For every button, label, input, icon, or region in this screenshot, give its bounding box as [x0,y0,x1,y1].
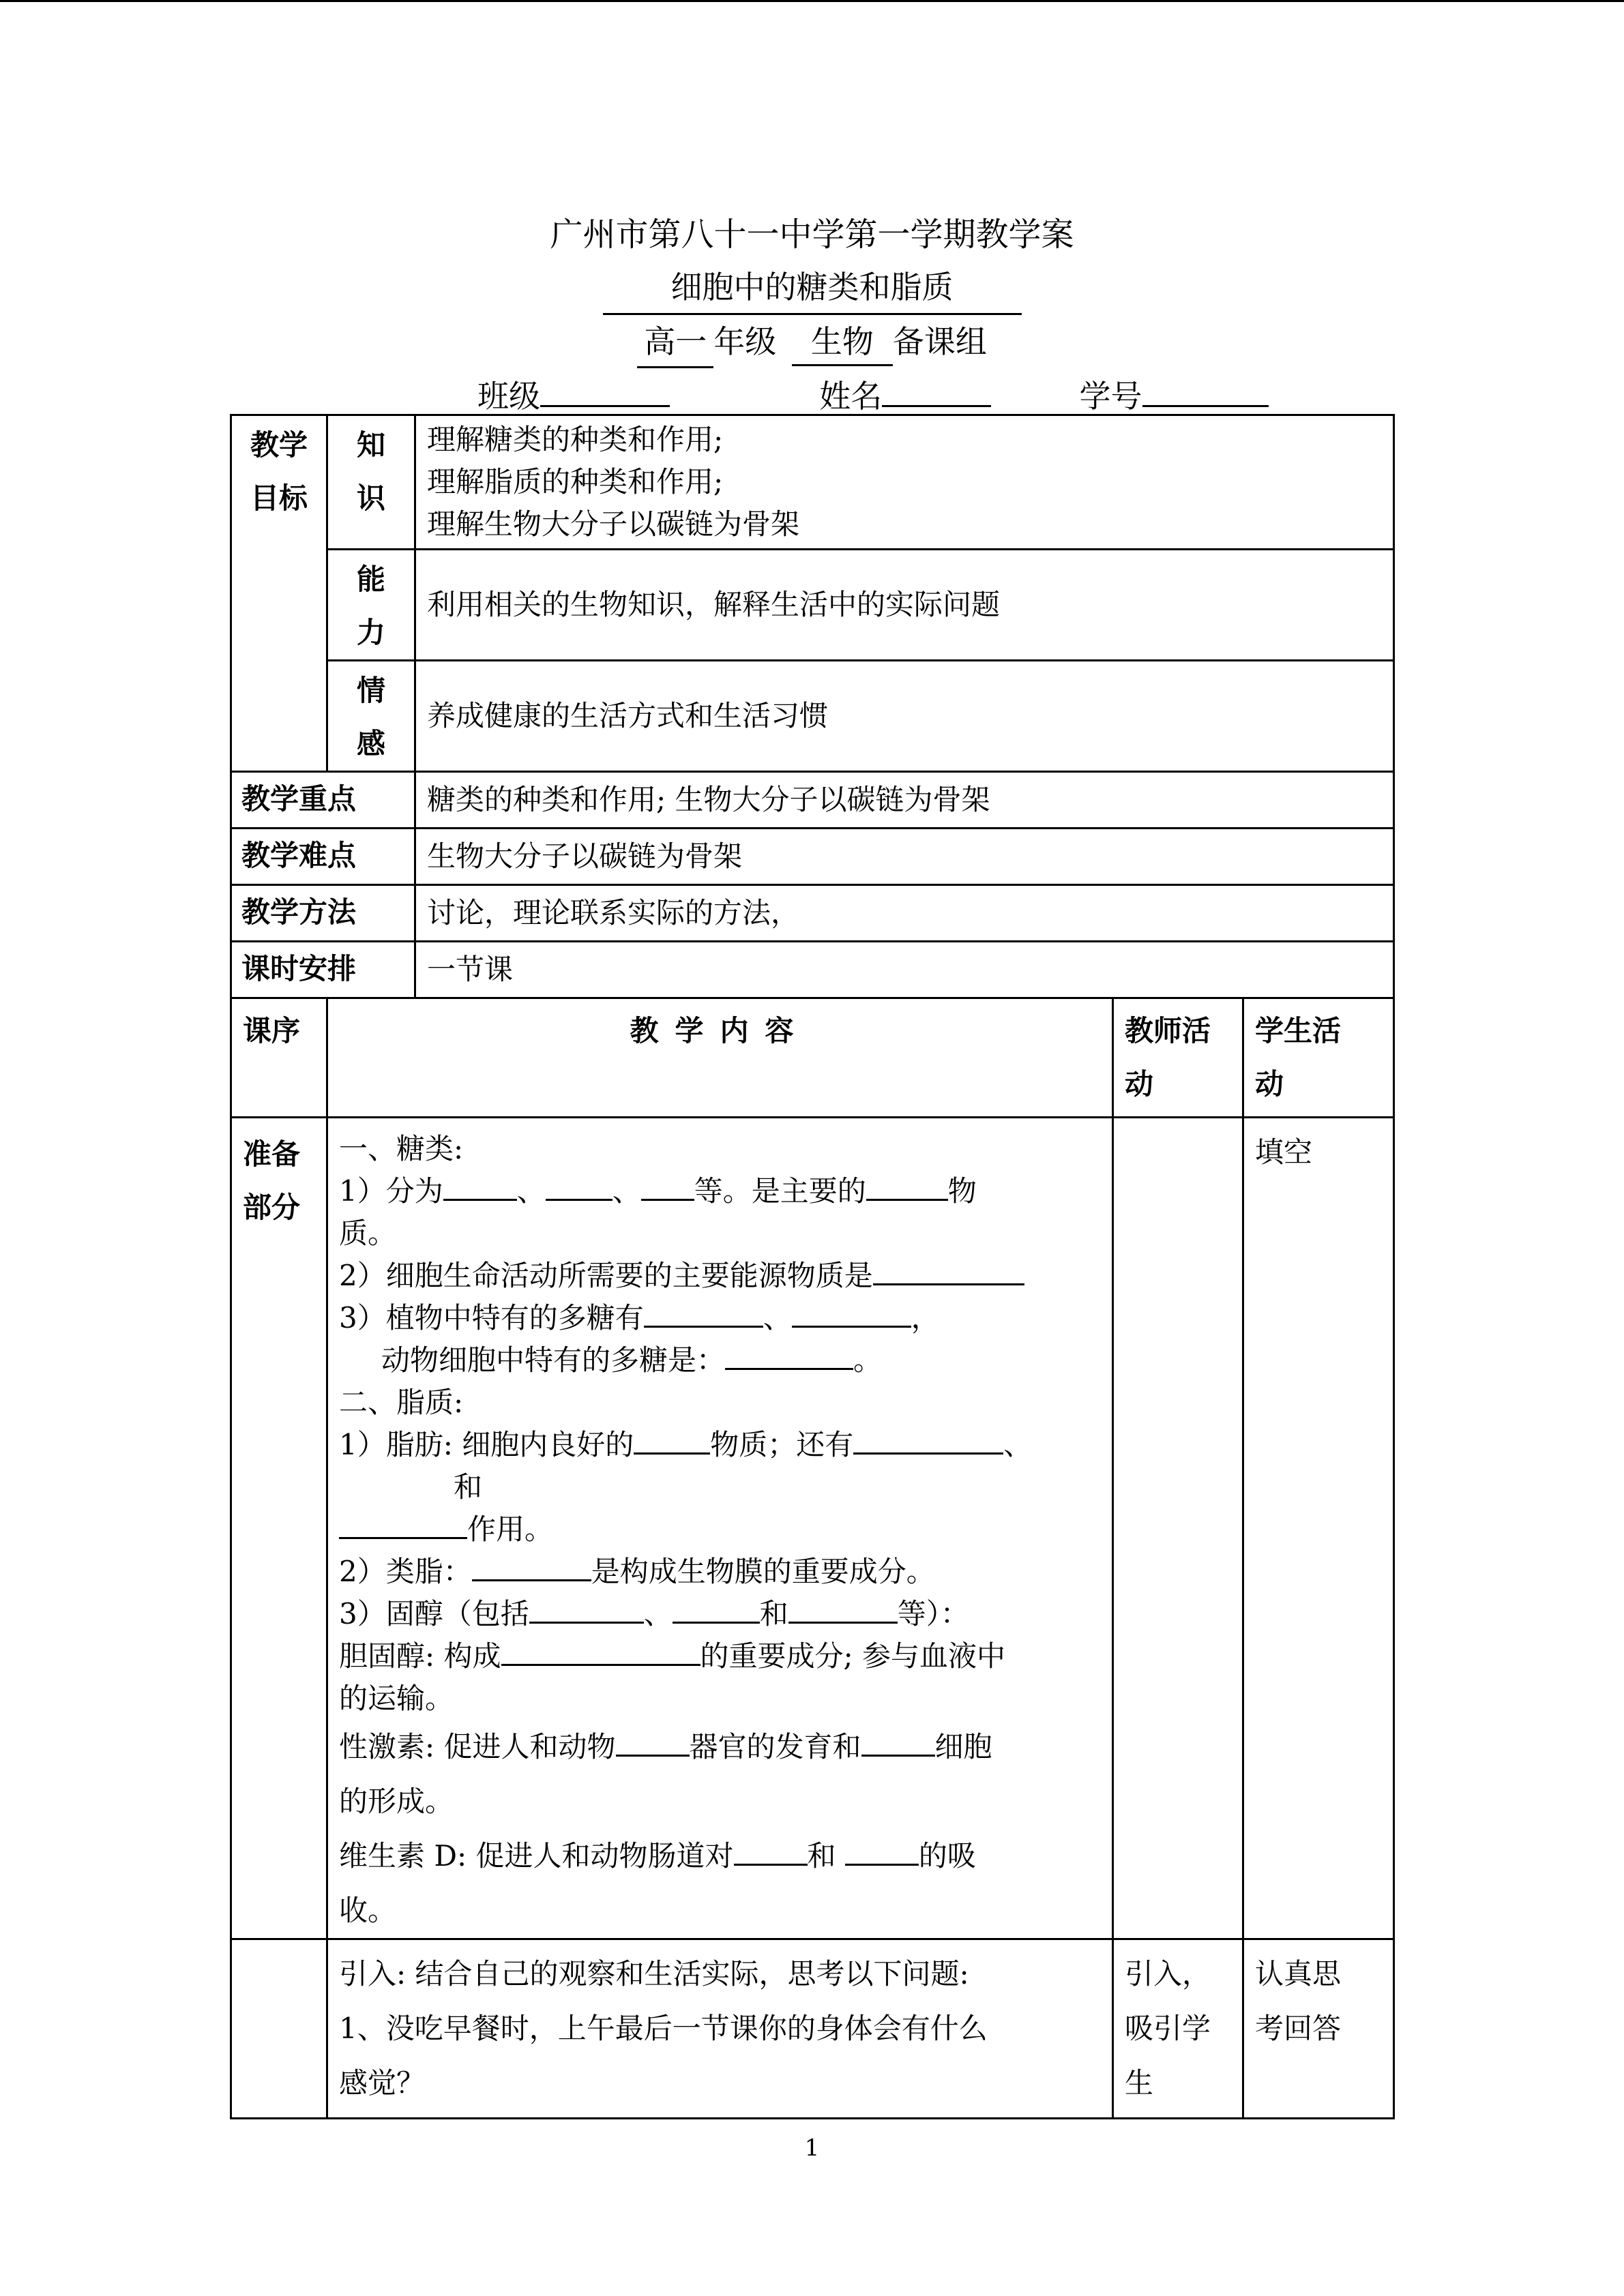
fill-blank[interactable] [546,1174,612,1201]
fill-blank[interactable] [861,1730,935,1757]
sugar-item-3: 3）植物中特有的多糖有 、 ， [339,1301,940,1335]
intro-row [231,1939,1394,2119]
prep-label: 准备 部分 [231,1118,327,1939]
emotion-label: 情 感 [327,661,415,772]
method-row [231,885,1394,942]
difficulty-label: 教学难点 [231,829,415,885]
fill-blank[interactable] [644,1301,763,1328]
student-info-line [477,372,1269,417]
lipid-heading: 二、脂质: [339,1386,464,1419]
fill-blank[interactable] [501,1639,700,1666]
vitamin-d-line: 维生素 D: 促进人和动物肠道对 和 的吸 [339,1839,976,1873]
group-suffix: 备课组 [892,323,987,360]
schedule-label: 课时安排 [231,942,415,998]
class-label: 班级 [477,378,540,415]
col-content-header: 教学内容 [327,998,1113,1118]
fill-blank[interactable] [634,1428,710,1455]
knowledge-label: 知 识 [327,415,415,550]
sugar-item-3b: 动物细胞中特有的多糖是： 。 [381,1343,883,1377]
emotion-content: 养成健康的生活方式和生活习惯 [415,661,1394,772]
grade-suffix: 年级 [713,323,777,360]
lipid-item-1: 1）脂肪: 细胞内良好的 物质；还有 、 [339,1428,1033,1461]
focus-content: 糖类的种类和作用; 生物大分子以碳链为骨架 [415,772,1394,829]
intro-student-activity: 认真思 考回答 [1243,1939,1394,2119]
fill-blank[interactable] [873,1259,1024,1285]
sugar-item-2: 2）细胞生命活动所需要的主要能源物质是 [339,1255,1101,1297]
difficulty-content: 生物大分子以碳链为骨架 [415,829,1394,885]
difficulty-row [231,829,1394,885]
sugar-heading: 一、糖类: [339,1132,464,1165]
col-student-header: 学生活 动 [1243,998,1394,1118]
prep-student-activity: 填空 [1243,1118,1394,1939]
focus-label: 教学重点 [231,772,415,829]
lesson-plan-table [230,414,1395,2119]
fill-blank[interactable] [472,1555,591,1581]
column-header-row [231,998,1394,1118]
sex-hormone-line: 性激素: 促进人和动物 器官的发育和 细胞 [339,1730,992,1763]
prep-row [231,1118,1394,1939]
lesson-title [0,263,1624,315]
fill-blank[interactable] [641,1174,694,1201]
fill-blank[interactable] [853,1428,1003,1455]
top-border-line [0,0,1624,2]
knowledge-content [415,415,1394,550]
lesson-title-text: 细胞中的糖类和脂质 [603,263,1022,315]
cholesterol-line: 胆固醇: 构成 的重要成分; 参与血液中 [339,1639,1006,1673]
objectives-knowledge-row [231,415,1394,550]
ability-content: 利用相关的生物知识，解释生活中的实际问题 [415,550,1394,661]
fill-blank[interactable] [616,1730,690,1757]
page-number: 1 [804,2134,820,2162]
fill-blank[interactable] [725,1343,853,1370]
prep-teacher-activity [1113,1118,1243,1939]
grade-subject-line [0,317,1624,368]
schedule-content: 一节课 [415,942,1394,998]
id-blank[interactable] [1142,379,1269,407]
fill-blank[interactable] [792,1301,911,1328]
fill-blank[interactable] [845,1839,919,1866]
focus-row [231,772,1394,829]
knowledge-line: 理解糖类的种类和作用; [427,423,724,456]
name-label: 姓名 [819,378,883,415]
intro-teacher-activity: 引入， 吸引学 生 [1113,1939,1243,2119]
sugar-item-1: 1）分为 、 、 等。是主要的 物 [339,1174,977,1208]
id-label: 学号 [1079,378,1142,415]
objectives-emotion-row [231,661,1394,772]
fill-blank[interactable] [443,1174,517,1201]
grade-value: 高一 [637,317,713,368]
lipid-item-3: 3）固醇（包括 、 和 等）： [339,1597,969,1630]
name-blank[interactable] [882,379,991,407]
prep-content: 一、糖类: 1）分为 、 、 等。是主要的 物 质。 2）细胞生命活动所需要的主要能源物质是 3）植物中特有的多糖有 、 ， 动物细胞中特有的多糖是： 。 二、脂质: 1）脂肪: 细胞内良好的 物质；还有 、 和 作用。 2）类脂： 是构成生物膜的重要成分。 3）固醇（包括 、 和 等）： 胆固醇: 构成 的重要成分; 参与血液中 的运输。 性激素: 促进人和动物 器官的发育和 细胞 的形成。 维生素 D: 促进人和动物肠道对 和 的吸 收。 [327,1118,1113,1939]
school-title: 广州市第八十一中学第一学期教学案 [550,215,1074,254]
method-content: 讨论，理论联系实际的方法， [415,885,1394,942]
fill-blank[interactable] [339,1512,467,1539]
subject-value: 生物 [792,323,893,366]
class-blank[interactable] [540,379,670,407]
fill-blank[interactable] [866,1174,948,1201]
fill-blank[interactable] [673,1597,760,1624]
objectives-ability-row [231,550,1394,661]
lipid-item-1b: 作用。 [339,1508,1101,1551]
ability-label: 能 力 [327,550,415,661]
fill-blank[interactable] [788,1597,898,1624]
knowledge-line: 理解脂质的种类和作用; [427,465,724,498]
fill-blank[interactable] [529,1597,644,1624]
fill-blank[interactable] [734,1839,808,1866]
knowledge-line: 理解生物大分子以碳链为骨架 [427,507,800,541]
schedule-row [231,942,1394,998]
method-label: 教学方法 [231,885,415,942]
objectives-label: 教学 目标 [231,415,327,772]
col-order-header: 课序 [231,998,327,1118]
intro-content: 引入: 结合自己的观察和生活实际，思考以下问题: 1、没吃早餐时，上午最后一节课你的身体会有什么 感觉？ [327,1939,1113,2119]
intro-order-cell [231,1939,327,2119]
lipid-item-2: 2）类脂： 是构成生物膜的重要成分。 [339,1555,935,1588]
col-teacher-header: 教师活 动 [1113,998,1243,1118]
